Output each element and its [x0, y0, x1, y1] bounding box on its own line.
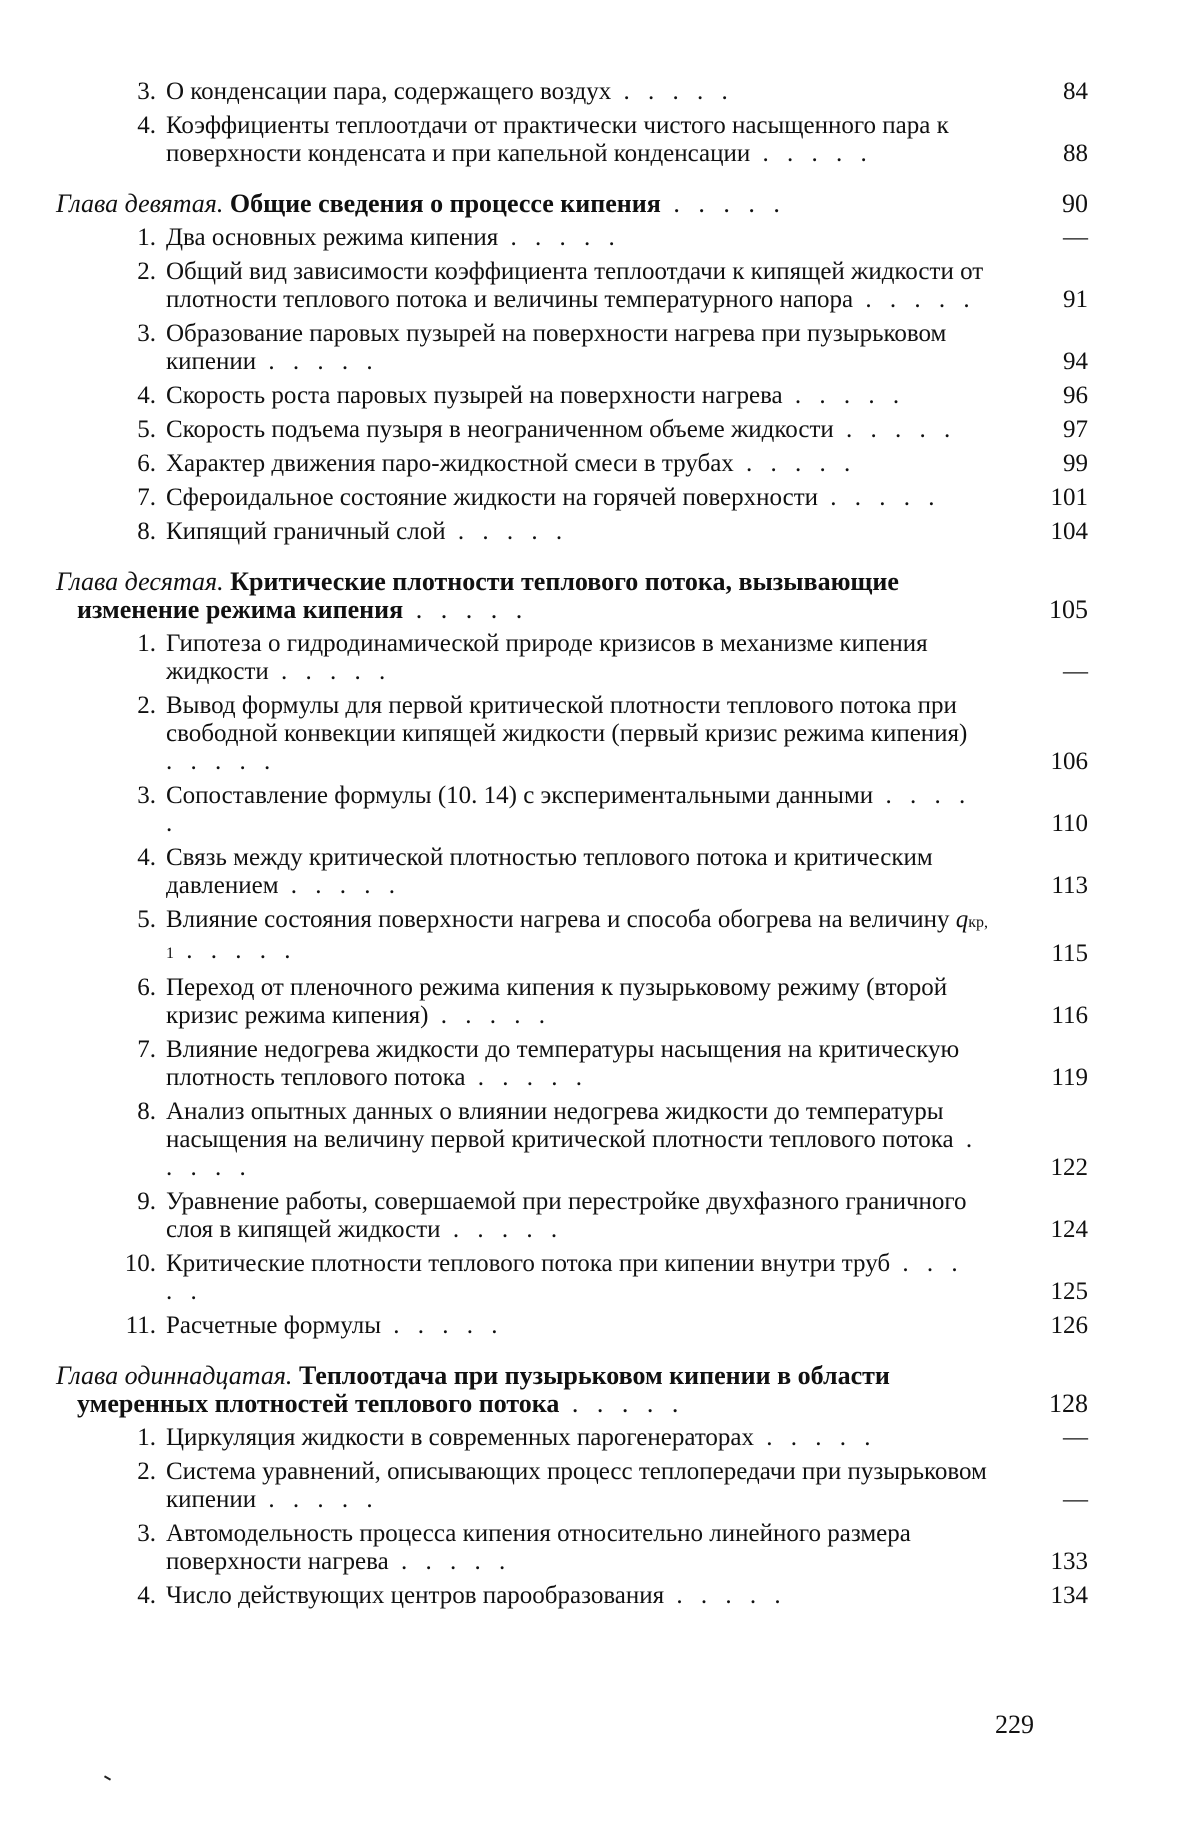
entry-number: 10. — [124, 1250, 156, 1277]
toc-entry — [0, 782, 1200, 838]
entry-text: Переход от пленочного режима кипения к пузырьковому режиму (второй кризис режима кипения) — [166, 974, 948, 1029]
entry-number: 7. — [137, 1036, 156, 1063]
toc-chapter — [0, 568, 1200, 624]
entry-number: 5. — [137, 906, 156, 933]
entry-text-block — [166, 844, 988, 900]
ink-mark — [104, 1775, 111, 1780]
entry-page-number: 128 — [1049, 1389, 1088, 1418]
entry-text-block — [166, 1098, 988, 1182]
entry-text-block — [166, 382, 988, 410]
entry-text: Сфероидальное состояние жидкости на горячей поверхности — [166, 484, 819, 511]
entry-text-block — [166, 1036, 988, 1092]
entry-page-number: 90 — [1062, 189, 1088, 218]
toc-entry — [0, 78, 1200, 106]
entry-text-block — [166, 78, 988, 106]
toc-entry — [0, 906, 1200, 968]
entry-text-block — [166, 258, 988, 314]
entry-text-block — [166, 416, 988, 444]
entry-number: 6. — [137, 974, 156, 1001]
entry-text-block — [166, 906, 988, 968]
toc-entry — [0, 450, 1200, 478]
entry-text-block — [166, 782, 988, 838]
entry-text-block — [166, 1188, 988, 1244]
toc-entry — [0, 518, 1200, 546]
entry-page-number: — — [1063, 1424, 1088, 1451]
toc-entry — [0, 1424, 1200, 1452]
toc-entry — [0, 1520, 1200, 1576]
entry-page-number: 96 — [1063, 382, 1088, 409]
entry-page-number: 113 — [1051, 872, 1088, 899]
entry-text: Сопоставление формулы (10. 14) с экспериментальными данными — [166, 782, 874, 809]
entry-text-block — [166, 1520, 988, 1576]
entry-page-number: 97 — [1063, 416, 1088, 443]
chapter-label: Глава девятая. — [56, 189, 224, 218]
entry-text: Гипотеза о гидродинамической природе кризисов в механизме кипения жидкости — [166, 630, 928, 685]
entry-text: Скорость роста паровых пузырей на поверхности нагрева — [166, 382, 783, 409]
entry-text: Вывод формулы для первой критической плотности теплового потока при свободной конвекции кипящей жидкости (первый кризис режима кипения) — [166, 692, 968, 747]
entry-page-number: 110 — [1051, 810, 1088, 837]
leader-dots: . . . . . — [782, 382, 906, 409]
math-symbol: q — [955, 906, 969, 933]
entry-text: О конденсации пара, содержащего воздух — [166, 78, 612, 105]
toc-entry — [0, 1098, 1200, 1182]
entry-text-block — [166, 518, 988, 546]
entry-number: 7. — [137, 484, 156, 511]
entry-text: Уравнение работы, совершаемой при перестройке двухфазного граничного слоя в кипящей жидкости — [166, 1188, 967, 1243]
entry-number: 4. — [137, 1582, 156, 1609]
entry-page-number: 88 — [1063, 140, 1088, 167]
leader-dots: . . . . . — [611, 78, 734, 105]
entry-number: 2. — [137, 1458, 156, 1485]
entry-text-block — [166, 1458, 988, 1514]
entry-text: Расчетные формулы — [166, 1312, 382, 1339]
entry-text-block — [56, 190, 1009, 218]
leader-dots: . . . . . — [733, 450, 857, 477]
leader-dots: . . . . . — [166, 782, 972, 837]
entry-text: Образование паровых пузырей на поверхности нагрева при пузырьковом кипении — [166, 320, 947, 375]
toc-entry — [0, 1458, 1200, 1514]
toc-entry — [0, 1582, 1200, 1610]
leader-dots: . . . . . — [664, 1582, 787, 1609]
chapter-label: Глава десятая. — [56, 567, 224, 596]
entry-page-number: 133 — [1050, 1548, 1088, 1575]
entry-text: Влияние состояния поверхности нагрева и способа обогрева на величину — [166, 906, 950, 933]
leader-dots: . . . . . — [166, 748, 277, 775]
leader-dots: . . . . . — [818, 484, 941, 511]
leader-dots: . . . . . — [256, 1486, 379, 1513]
chapter-title: Критические плотности теплового потока, вызывающие изменение режима кипения — [77, 567, 899, 624]
leader-dots: . . . . . — [559, 1389, 685, 1418]
entry-page-number: — — [1063, 658, 1088, 685]
entry-number: 11. — [125, 1312, 156, 1339]
leader-dots: . . . . . — [853, 286, 976, 313]
entry-text-block — [166, 450, 988, 478]
toc-entry — [0, 1188, 1200, 1244]
leader-dots: . . . . . — [166, 1250, 964, 1305]
entry-number: 9. — [137, 1188, 156, 1215]
toc-chapter — [0, 1362, 1200, 1418]
entry-page-number: 101 — [1050, 484, 1088, 511]
entry-text: Система уравнений, описывающих процесс теплопередачи при пузырьковом кипении — [166, 1458, 987, 1513]
entry-page-number: 94 — [1063, 348, 1088, 375]
leader-dots: . . . . . — [750, 140, 873, 167]
chapter-title: Общие сведения о процессе кипения — [229, 189, 661, 218]
leader-dots: . . . . . — [166, 1126, 979, 1181]
entry-page-number: 126 — [1050, 1312, 1088, 1339]
toc-entry — [0, 224, 1200, 252]
entry-page-number: 125 — [1050, 1278, 1088, 1305]
entry-text: Два основных режима кипения — [166, 224, 499, 251]
entry-text: Циркуляция жидкости в современных парогенераторах — [166, 1424, 755, 1451]
leader-dots: . . . . . — [440, 1216, 564, 1243]
entry-text: Влияние недогрева жидкости до температуры насыщения на критическую плотность теплового потока — [166, 1036, 960, 1091]
entry-text: Автомодельность процесса кипения относительно линейного размера поверхности нагрева — [166, 1520, 911, 1575]
math-subscript: кр, 1 — [166, 914, 988, 962]
leader-dots: . . . . . — [403, 595, 529, 624]
entry-text-block — [166, 1250, 988, 1306]
leader-dots: . . . . . — [278, 872, 402, 899]
entry-text: Критические плотности теплового потока при кипении внутри труб — [166, 1250, 891, 1277]
entry-number: 3. — [137, 78, 156, 105]
leader-dots: . . . . . — [445, 518, 569, 545]
entry-page-number: 84 — [1063, 78, 1088, 105]
toc-entry — [0, 484, 1200, 512]
entry-number: 8. — [137, 1098, 156, 1125]
leader-dots: . . . . . — [256, 348, 379, 375]
leader-dots: . . . . . — [428, 1002, 551, 1029]
entry-page-number: 99 — [1063, 450, 1088, 477]
entry-number: 8. — [137, 518, 156, 545]
entry-text-block — [166, 112, 988, 168]
entry-page-number: — — [1063, 1486, 1088, 1513]
entry-text: Общий вид зависимости коэффициента теплоотдачи к кипящей жидкости от плотности теплового потока и величины температурного напора — [166, 258, 984, 313]
toc-entry — [0, 1036, 1200, 1092]
entry-text-block — [166, 1312, 988, 1340]
toc-entry — [0, 112, 1200, 168]
toc-entry — [0, 844, 1200, 900]
entry-page-number: 119 — [1051, 1064, 1088, 1091]
entry-text-block — [166, 630, 988, 686]
chapter-label: Глава одиннадцатая. — [56, 1361, 293, 1390]
toc-entry — [0, 258, 1200, 314]
entry-page-number: — — [1063, 224, 1088, 251]
entry-number: 2. — [137, 692, 156, 719]
entry-page-number: 106 — [1050, 748, 1088, 775]
entry-number: 1. — [137, 224, 156, 251]
leader-dots: . . . . . — [388, 1548, 512, 1575]
entry-page-number: 105 — [1049, 595, 1088, 624]
entry-text-block — [166, 1424, 988, 1452]
leader-dots: . . . . . — [754, 1424, 877, 1451]
entry-number: 3. — [137, 1520, 156, 1547]
chapter-title: Теплоотдача при пузырьковом кипении в области умеренных плотностей теплового потока — [77, 1361, 890, 1418]
entry-number: 2. — [137, 258, 156, 285]
toc-entry — [0, 1312, 1200, 1340]
leader-dots: . . . . . — [268, 658, 392, 685]
entry-text: Характер движения паро-жидкостной смеси в трубах — [166, 450, 734, 477]
page-number: 229 — [995, 1710, 1034, 1739]
entry-page-number: 124 — [1050, 1216, 1088, 1243]
entry-text-block — [166, 224, 988, 252]
entry-text-block — [166, 692, 988, 776]
entry-number: 4. — [137, 112, 156, 139]
entry-number: 1. — [137, 630, 156, 657]
toc-chapter — [0, 190, 1200, 218]
entry-number: 1. — [137, 1424, 156, 1451]
leader-dots: . . . . . — [381, 1312, 504, 1339]
entry-text: Анализ опытных данных о влиянии недогрева жидкости до температуры насыщения на величину первой критической плотности теплового потока — [166, 1098, 954, 1153]
entry-number: 3. — [137, 782, 156, 809]
entry-page-number: 91 — [1063, 286, 1088, 313]
entry-page-number: 115 — [1051, 940, 1088, 967]
toc-entry — [0, 974, 1200, 1030]
entry-text-block — [166, 484, 988, 512]
leader-dots: . . . . . — [660, 189, 786, 218]
entry-text: Коэффициенты теплоотдачи от практически чистого насыщенного пара к поверхности конденсата и при капельной конденсации — [166, 112, 949, 167]
toc-entry — [0, 382, 1200, 410]
toc-entry — [0, 416, 1200, 444]
entry-text-block — [166, 320, 988, 376]
entry-text: Скорость подъема пузыря в неограниченном объеме жидкости — [166, 416, 834, 443]
toc-entry — [0, 1250, 1200, 1306]
entry-text: Связь между критической плотностью теплового потока и критическим давлением — [166, 844, 933, 899]
entry-number: 3. — [137, 320, 156, 347]
toc-entry — [0, 320, 1200, 376]
entry-number: 6. — [137, 450, 156, 477]
entry-page-number: 116 — [1051, 1002, 1088, 1029]
table-of-contents — [0, 78, 1200, 1610]
entry-text-block — [166, 974, 988, 1030]
entry-page-number: 122 — [1050, 1154, 1088, 1181]
entry-number: 5. — [137, 416, 156, 443]
entry-number: 4. — [137, 844, 156, 871]
entry-text-block — [56, 568, 1009, 624]
entry-number: 4. — [137, 382, 156, 409]
entry-page-number: 104 — [1050, 518, 1088, 545]
toc-entry — [0, 692, 1200, 776]
entry-text: Кипящий граничный слой — [166, 518, 446, 545]
entry-text: Число действующих центров парообразования — [166, 1582, 665, 1609]
entry-page-number: 134 — [1050, 1582, 1088, 1609]
leader-dots: . . . . . — [833, 416, 957, 443]
leader-dots: . . . . . — [174, 937, 297, 964]
entry-text-block — [56, 1362, 1009, 1418]
leader-dots: . . . . . — [465, 1064, 589, 1091]
toc-entry — [0, 630, 1200, 686]
leader-dots: . . . . . — [498, 224, 621, 251]
entry-text-block — [166, 1582, 988, 1610]
